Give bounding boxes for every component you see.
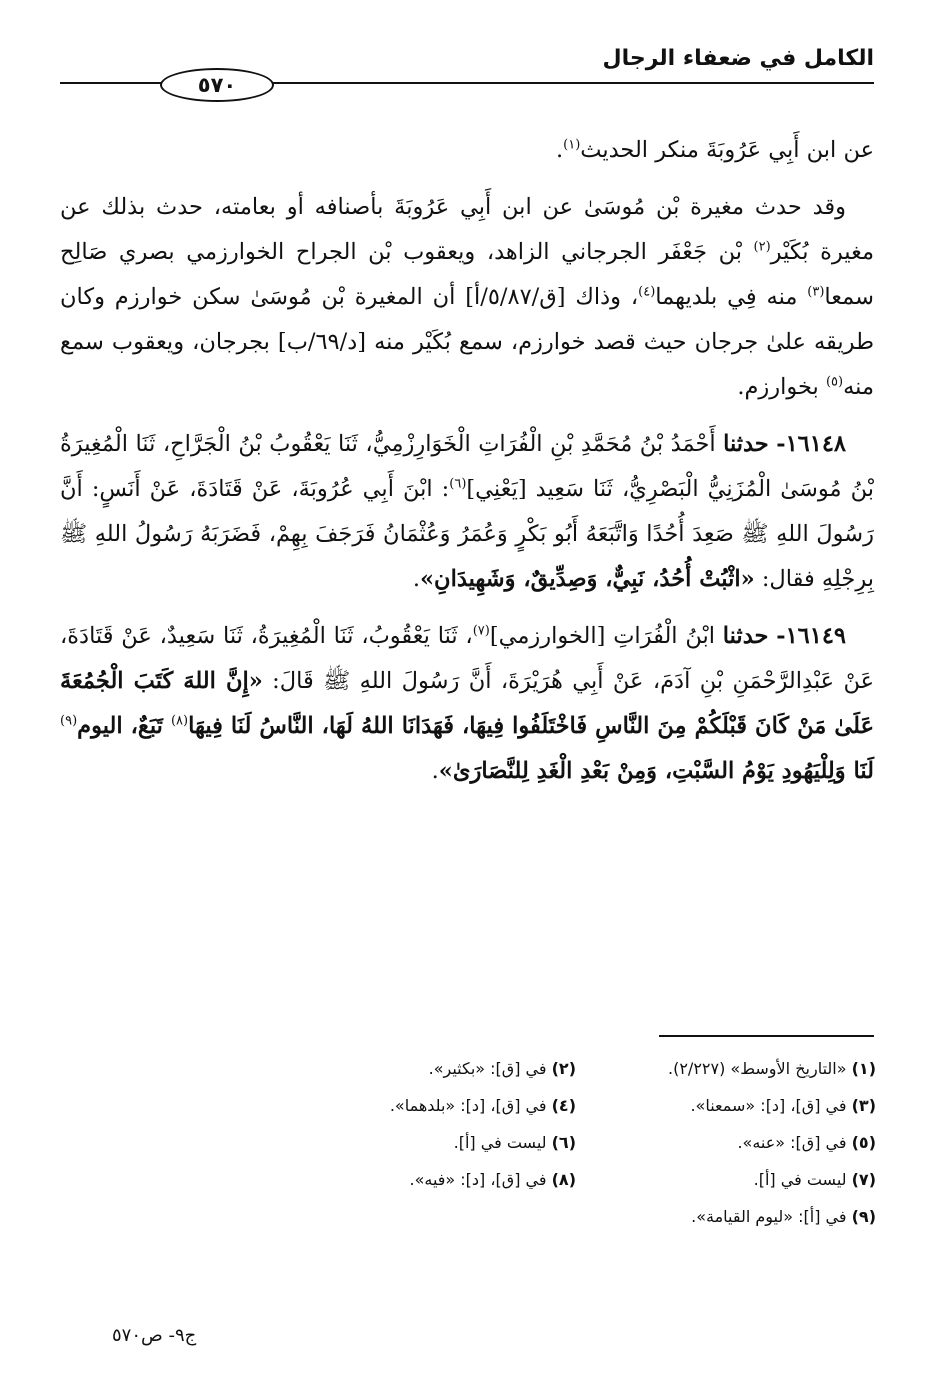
footnote-text: ليست في [أ]. [453,1133,547,1152]
paragraph-text: منه فِي بلديهما [655,284,808,310]
footnote-ref: (٦) [449,476,467,492]
hadith-chain: ، ثَنَا يَعْقُوبُ، ثَنَا الْمُغِيرَةُ، ثَنَا سَعِيدٌ، عَنْ قَتَادَةَ، عَنْ عَبْدِالرَّحْمَنِ بْنِ آدَمَ، عَنْ أَبِي هُرَيْرَةَ، أَنَّ رَسُولَ اللهِ ﷺ قَالَ: [60,623,874,694]
footnote-number: (٧) [851,1170,876,1189]
footnote-1 [576,1050,876,1087]
footnote-number: (٨) [551,1170,576,1189]
footnote-text: في [ق]، [د]: «سمعنا». [690,1096,847,1115]
paragraph-end: . [555,137,564,163]
page-header [60,42,874,97]
footnote-text: في [ق]، [د]: «فيه». [409,1170,547,1189]
footnote-number: (٢) [551,1059,576,1078]
footnote-text: في [ق]: «عنه». [737,1133,847,1152]
footnotes [236,1050,876,1235]
paragraph-2 [60,185,874,410]
footnote-2 [276,1050,576,1087]
footnote-text: «التاريخ الأوسط» (٢/٢٢٧). [668,1059,847,1078]
footnote-ref: (٢) [753,239,771,255]
footnote-number: (٣) [851,1096,876,1115]
footnote-ref: (١) [563,137,581,153]
paragraph-end: . [431,758,439,784]
hadith-chain: ابْنُ الْفُرَاتِ [الخوارزمي] [489,623,723,649]
footnote-text: في [أ]: «ليوم القيامة». [691,1207,847,1226]
running-title: الكامل في ضعفاء الرجال [602,46,874,71]
hadith-number: ١٦١٤٨- [776,431,846,457]
footnote-number: (٦) [551,1133,576,1152]
hadith-text: تَبَعٌ، اليوم [77,713,171,739]
footnote-3 [576,1087,876,1124]
footnote-8 [276,1161,576,1198]
footnote-number: (١) [851,1059,876,1078]
footnote-text: في [ق]: «بكثير». [428,1059,547,1078]
footnote-7 [576,1161,876,1198]
hadith-opening-word: حدثنا [723,431,769,457]
footnote-ref: (٥) [825,374,844,390]
footnote-6 [276,1124,576,1161]
footnote-text: في [ق]، [د]: «بلدهما». [389,1096,547,1115]
hadith-number: ١٦١٤٩- [776,623,846,649]
footnote-number: (٤) [551,1096,576,1115]
footnote-ref: (٨) [170,713,189,729]
footnote-4 [276,1087,576,1124]
footnote-ref: (٧) [472,623,490,639]
hadith-chain: أَحْمَدُ بْنُ مُحَمَّدِ بْنِ الْفُرَاتِ الْخَوَارِزْمِيُّ، ثَنَا يَعْقُوبُ بْنُ الْجَرَّاحِ، ثَنَا الْمُغِيرَةُ بْنُ مُوسَىٰ الْمُزَنِيُّ الْبَصْرِيُّ، ثَنَا سَعِيد [يَعْنِي] [60,431,874,502]
paragraph-text: بخوارزم. [737,374,826,400]
hadith-text: لَنَا وَلِلْيَهُودِ يَوْمُ السَّبْتِ، وَمِنْ بَعْدِ الْغَدِ لِلنَّصَارَىٰ» [438,758,874,784]
hadith-opening-word: حدثنا [722,623,769,649]
footnote-5 [576,1124,876,1161]
hadith-text: «إِنَّ اللهَ كَتَبَ الْجُمُعَةَ عَلَىٰ مَنْ كَانَ قَبْلَكُمْ مِنَ النَّاسِ فَاخْتَلَفُوا فِيهَا، فَهَدَانَا اللهُ لَهَا، النَّاسُ لَنَا فِيهَا [60,668,875,739]
hadith-chain: : ابْنَ أَبِي عُرُوبَةَ، عَنْ قَتَادَةَ، عَنْ أَنَسٍ: أَنَّ رَسُولَ اللهِ ﷺ صَعِدَ أُحُدًا وَاتَّبَعَهُ أَبُو بَكْرٍ وَعُمَرُ وَعُثْمَانُ فَرَجَفَ بِهِمْ، فَضَرَبَهُ رَسُولُ اللهِ ﷺ بِرِجْلِهِ فقال: [60,476,874,592]
footnote-ref: (٤) [638,284,656,300]
paragraph-1 [60,128,874,173]
page-number-badge: ٥٧٠ [160,68,274,102]
paragraph-end: . [412,566,420,592]
footnote-number: (٥) [851,1133,876,1152]
paragraph-text: بْن جَعْفَر الجرجاني الزاهد، ويعقوب بْن الجراح الخوارزمي بصري صَالِح سمعا [60,239,874,310]
volume-page-signature: ج٩- ص٥٧٠ [112,1325,197,1346]
paragraph-text: ، وذاك [ق/٥/٨٧/أ] أن المغيرة بْن مُوسَىٰ سكن خوارزم وكان طريقه علىٰ جرجان حيث قصد خوارزم، سمع بُكَيْر منه [د/٦٩/ب] بجرجان، ويعقوب سمع منه [60,284,874,400]
footnote-9 [576,1198,876,1235]
paragraph-text: عن ابن أَبِي عَرُوبَةَ منكر الحديث [580,137,874,163]
hadith-16148 [60,422,874,602]
footnote-text: ليست في [أ]. [753,1170,847,1189]
main-text [60,128,874,806]
paragraph-text: وقد حدث مغيرة بْن مُوسَىٰ عن ابن أَبِي عَرُوبَةَ بأصنافه أو بعامته، حدث بذلك عن مغيرة بُكَيْر [60,194,874,265]
footnote-ref: (٩) [60,713,78,729]
hadith-16149 [60,614,874,794]
hadith-text: «اثْبُتْ أُحُدُ، نَبِيٌّ، وَصِدِّيقٌ، وَشَهِيدَانِ» [419,566,755,592]
footnote-ref: (٣) [807,284,825,300]
footnote-number: (٩) [851,1207,876,1226]
footnote-separator [659,1035,874,1037]
